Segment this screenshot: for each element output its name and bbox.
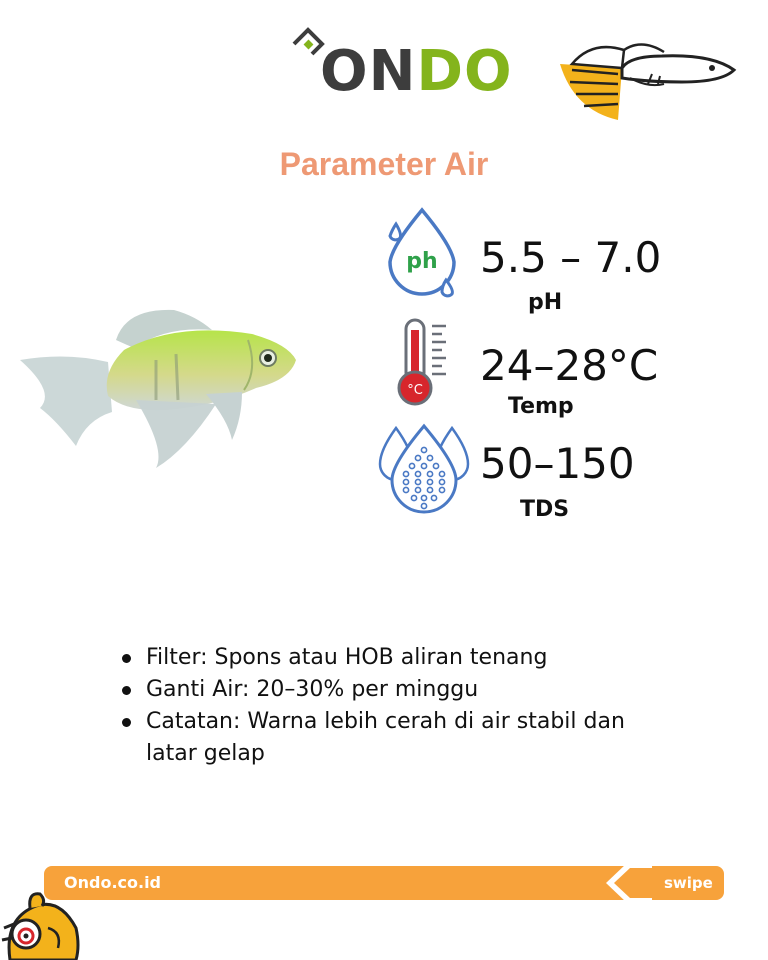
ph-label: pH <box>528 290 563 315</box>
note-item-water-change: Ganti Air: 20–30% per minggu <box>120 674 680 706</box>
ph-value: 5.5 – 7.0 <box>480 233 662 282</box>
swipe-button[interactable]: swipe <box>664 874 713 892</box>
brand-logo <box>320 40 513 104</box>
note-item-remark: Catatan: Warna lebih cerah di air stabil dan latar gelap <box>120 706 680 770</box>
tds-label: TDS <box>520 497 570 522</box>
temp-label: Temp <box>508 394 574 419</box>
thermometer-icon <box>388 316 468 412</box>
guppy-illustration <box>552 34 742 128</box>
ph-drop-icon <box>382 206 462 302</box>
swipe-arrow-icon[interactable] <box>604 864 652 902</box>
note-item-filter: Filter: Spons atau HOB aliran tenang <box>120 642 680 674</box>
brand-name-part1: ON <box>320 39 417 104</box>
mascot-fish-icon <box>0 888 84 960</box>
ph-icon-text: ph <box>406 249 438 274</box>
page-title: Parameter Air <box>279 146 489 182</box>
celsius-icon-text: °C <box>407 383 423 398</box>
footer-url-link[interactable]: Ondo.co.id <box>64 873 162 892</box>
water-drops-icon <box>376 420 472 516</box>
notes-list <box>120 642 680 770</box>
tetra-fish-image <box>16 300 304 476</box>
brand-name-part2: DO <box>416 39 513 104</box>
tds-value: 50–150 <box>480 439 635 488</box>
temp-value: 24–28°C <box>480 341 659 390</box>
